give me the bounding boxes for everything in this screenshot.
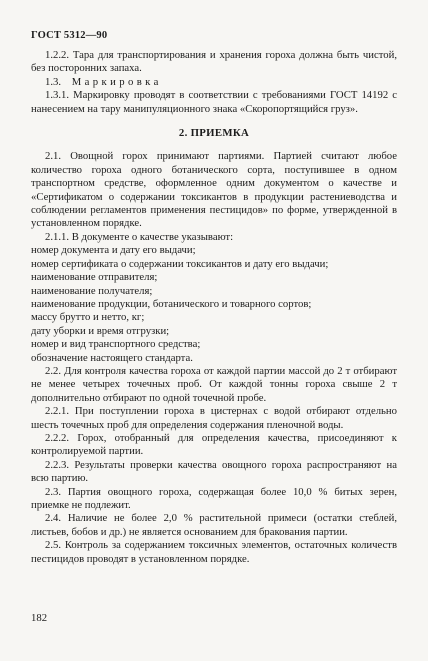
paragraph-1-2-2: 1.2.2. Тара для транспортирования и хранения гороха должна быть чистой, без посторонних запаха. — [31, 49, 397, 75]
page-number: 182 — [31, 612, 48, 624]
paragraph-1-3-1: 1.3.1. Маркировку проводят в соответствии с требованиями ГОСТ 14192 с нанесением на тару манипуляционного знака «Скоропортящийся груз». — [31, 89, 397, 115]
paragraph-2-3: 2.3. Партия овощного гороха, содержащая более 10,0 % битых зерен, приемке не подлежит. — [31, 485, 397, 511]
paragraph-2-2: 2.2. Для контроля качества гороха от каждой партии массой до 2 т отбирают не менее четырех точечных проб. От каждой тонны гороха свыше 2 т дополнительно отбирают по одной точечной пробе. — [31, 364, 397, 404]
heading-1-3 — [31, 76, 397, 89]
list-item: наименование продукции, ботанического и товарного сортов; — [31, 297, 312, 310]
paragraph-2-2-1: 2.2.1. При поступлении гороха в цистернах с водой отбирают отдельно шесть точечных проб для определения содержания пленочной воды. — [31, 405, 397, 431]
list-item: обозначение настоящего стандарта. — [31, 351, 193, 364]
list-item: номер и вид транспортного средства; — [31, 338, 201, 351]
paragraph-2-4: 2.4. Наличие не более 2,0 % растительной примеси (остатки стеблей, листьев, бобов и др.) не является основанием для бракования партии. — [31, 512, 397, 538]
section-title: 2. ПРИЕМКА — [178, 127, 250, 140]
heading-1-3-title: Маркировка — [71, 75, 162, 88]
paragraph-2-1: 2.1. Овощной горох принимают партиями. Партией считают любое количество гороха одного ботанического сорта, поступившее в одном транспортном средстве, оформленное одним документом о качестве и «Сертификатом о содержании токсикантов в продукции растениеводства и соблюдении регламентов применения пестицидов» по форме, утвержденной в установленном порядке. — [31, 150, 397, 230]
page-content — [31, 49, 397, 566]
list-item: номер сертификата о содержании токсикантов и дату его выдачи; — [31, 257, 329, 270]
paragraph-2-2-2: 2.2.2. Горох, отобранный для определения качества, присоединяют к контролируемой партии. — [31, 431, 397, 458]
paragraph-2-5: 2.5. Контроль за содержанием токсичных элементов, остаточных количеств пестицидов проводят в установленном порядке. — [31, 539, 397, 565]
document-code-header: ГОСТ 5312—90 — [31, 30, 108, 41]
heading-1-3-number: 1.3. — [45, 75, 62, 88]
paragraph-2-2-3: 2.2.3. Результаты проверки качества овощного гороха распространяют на всю партию. — [31, 458, 397, 485]
list-item: номер документа и дату его выдачи; — [31, 244, 196, 257]
list-intro-2-1-1: 2.1.1. В документе о качестве указывают: — [45, 230, 234, 243]
list-item: массу брутто и нетто, кг; — [31, 311, 145, 324]
list-item: наименование получателя; — [31, 284, 153, 297]
quality-document-list — [31, 244, 397, 365]
list-item: дату уборки и время отгрузки; — [31, 324, 170, 337]
list-item: наименование отправителя; — [31, 271, 158, 284]
